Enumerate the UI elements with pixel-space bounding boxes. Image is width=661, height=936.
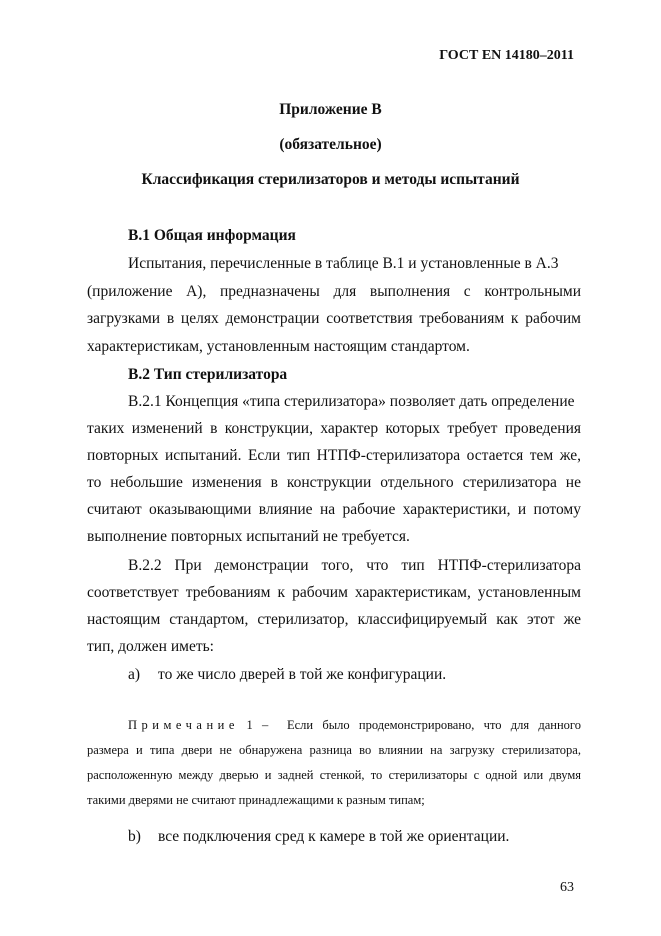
note-first-line: Если было продемонстрировано, что для данного [287, 718, 581, 732]
section-b1-line: Испытания, перечисленные в таблице В.1 и установленные в А.3 [128, 255, 559, 272]
section-b1-line: (приложение А), предназначены для выполнения с контрольными [87, 283, 581, 300]
list-item-a-marker: а) [128, 666, 141, 683]
note-line: расположенную между дверью и задней стенкой, то стерилизаторы с одной или двумя [87, 768, 581, 782]
section-b2-p2-line: соответствует требованиям к рабочим характеристикам, установленным [87, 584, 581, 601]
page-number: 63 [560, 880, 574, 895]
note-line: размера и типа двери не обнаружена разница во влиянии на загрузку стерилизатора, [87, 743, 581, 757]
appendix-title: Приложение В [279, 101, 382, 118]
list-item-a-text: то же число дверей в той же конфигурации. [158, 666, 447, 683]
section-b2-p2-line: тип, должен иметь: [87, 638, 214, 655]
note-dash: – [262, 718, 269, 732]
note-line: такими дверями не считают принадлежащими к разным типам; [87, 793, 425, 807]
section-b1-line: загрузками в целях демонстрации соответствия требованиям к рабочим [87, 310, 581, 327]
section-b2-p1-line: выполнение повторных испытаний не требуется. [87, 528, 410, 545]
note-label: Примечание 1 [128, 718, 258, 732]
section-b2-p2-line: В.2.2 При демонстрации того, что тип НТПФ-стерилизатора [128, 557, 581, 574]
document-code-header: ГОСТ EN 14180–2011 [439, 48, 574, 63]
section-b2-p1-line: таких изменений в конструкции, характер которых требует проведения [87, 420, 581, 437]
section-b2-p1-line: то небольшие изменения в конструкции отдельного стерилизатора не [87, 474, 581, 491]
section-b1-heading: В.1 Общая информация [128, 227, 296, 244]
section-b2-p1-line: повторных испытаний. Если тип НТПФ-стерилизатора остается тем же, [87, 447, 581, 464]
appendix-status: (обязательное) [279, 136, 382, 153]
section-b2-heading: В.2 Тип стерилизатора [128, 366, 288, 383]
section-b1-line: характеристикам, установленным настоящим стандартом. [87, 338, 470, 355]
section-b2-p1-line: В.2.1 Концепция «типа стерилизатора» позволяет дать определение [128, 393, 575, 410]
list-item-b-text: все подключения сред к камере в той же ориентации. [158, 828, 510, 845]
appendix-subtitle: Классификация стерилизаторов и методы испытаний [141, 171, 520, 188]
section-b2-p1-line: считают оказывающими влияние на рабочие характеристики, и потому [87, 501, 581, 518]
section-b2-p2-line: настоящим стандартом, стерилизатор, классифицируемый как этот же [87, 611, 581, 628]
list-item-b-marker: b) [128, 828, 141, 845]
